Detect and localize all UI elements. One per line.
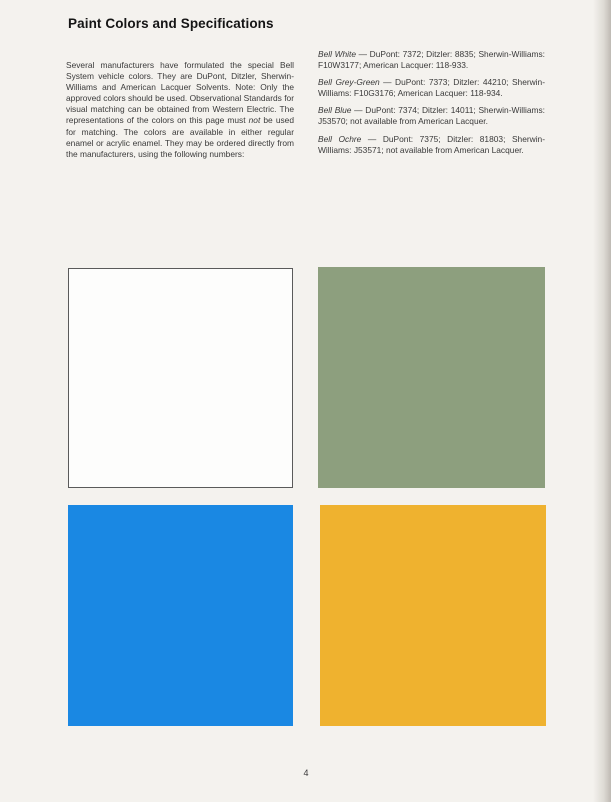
swatch-bell-ochre [320, 505, 546, 726]
page-edge-shadow [593, 0, 611, 802]
page-number: 4 [303, 768, 309, 778]
spec-bell-grey-green [318, 77, 545, 99]
spec-color-name: Bell White [318, 49, 357, 59]
spec-details: — DuPont: 7372; Ditzler: 8835; Sherwin-Williams: F10W3177; American Lacquer: 118-933. [318, 49, 545, 71]
spec-details: — DuPont: 7373; Ditzler: 44210; Sherwin-Williams: F10G3176; American Lacquer: 118-934. [318, 77, 545, 99]
swatch-bell-blue [68, 505, 293, 726]
color-specifications [318, 49, 545, 162]
spec-details: — DuPont: 7375; Ditzler: 81803; Sherwin-Williams: J53571; not available from American Lacquer. [318, 133, 545, 155]
intro-paragraph [66, 60, 294, 160]
swatch-bell-white [68, 268, 293, 488]
spec-bell-white [318, 49, 545, 71]
spec-bell-ochre [318, 134, 545, 156]
intro-text: Several manufacturers have formulated the special Bell System vehicle colors. They are DuPont, Ditzler, Sherwin-Williams and American Lacquer Solvents. Note: Only the approved colors should be used. Observational Standards for visual matching can be obtained from Western Electric. The representations of the colors on this page must [66, 60, 294, 126]
intro-text-end: be used for matching. The colors are available in either regular enamel or acrylic enamel. They may be ordered directly from the manufacturers, using the following numbers: [66, 115, 294, 159]
spec-color-name: Bell Blue [318, 105, 352, 116]
spec-details: — DuPont: 7374; Ditzler: 14011; Sherwin-Williams: J53570; not available from American Lacquer. [318, 105, 545, 127]
swatch-bell-grey-green [318, 267, 545, 488]
spec-color-name: Bell Grey-Green [318, 77, 380, 88]
spec-bell-blue [318, 105, 545, 127]
intro-emphasis: not [248, 115, 261, 126]
spec-color-name: Bell Ochre [318, 133, 362, 144]
page-title: Paint Colors and Specifications [68, 16, 274, 31]
